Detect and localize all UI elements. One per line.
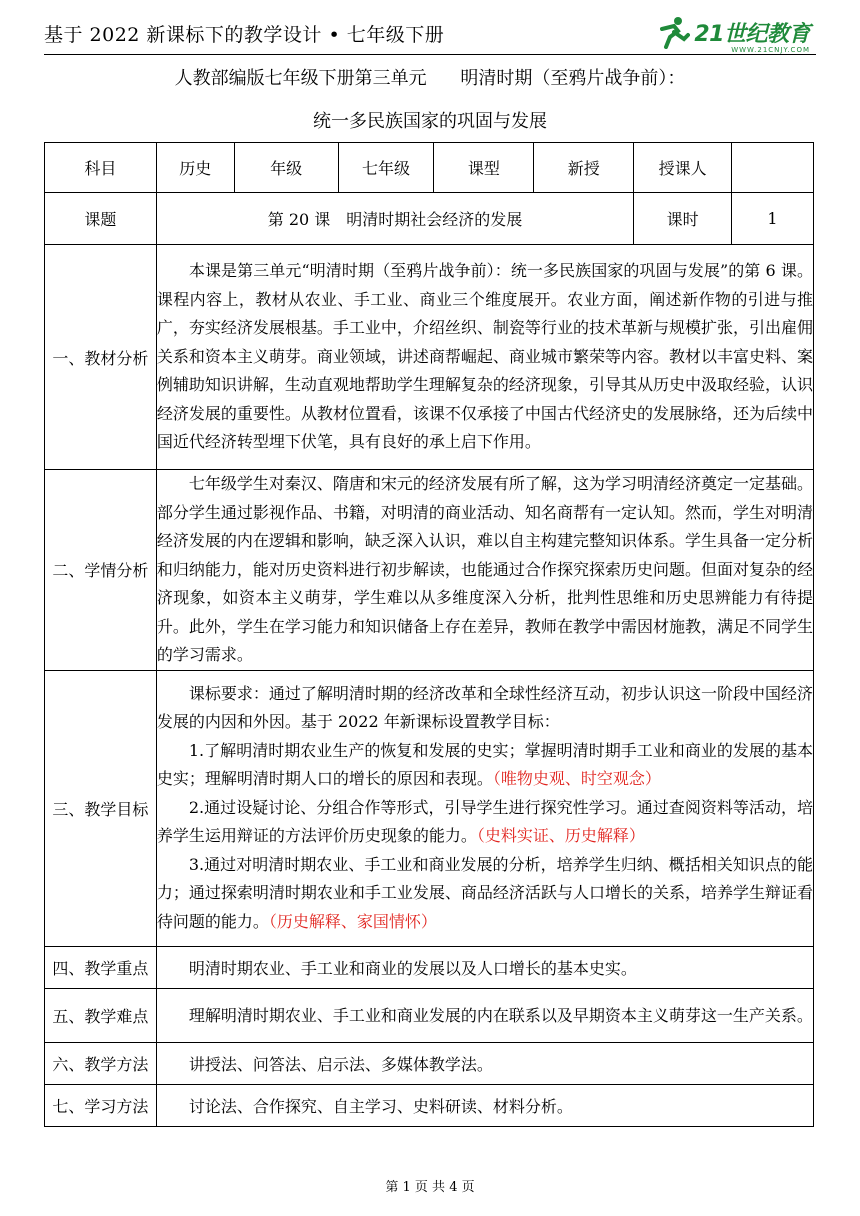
learning-methods-text: 讨论法、合作探究、自主学习、史料研读、材料分析。 (156, 1084, 813, 1126)
student-analysis-text: 七年级学生对秦汉、隋唐和宋元的经济发展有所了解，这为学习明清经济奠定一定基础。部分学生通过影视作品、书籍，对明清的商业活动、知名商帮有一定认知。然而，学生对明清经济发展的内在逻辑和影响，缺乏深入认识，难以自主构建完整知识体系。学生具备一定分析和归纳能力，能对历史资料进行初步解读，也能通过合作探究探索历史问题。但面对复杂的经济现象，如资本主义萌芽，学生难以从多维度深入分析，批判性思维和历史思辨能力有待提升。此外，学生在学习能力和知识储备上存在差异，教师在教学中需因材施教，满足不同学生的学习需求。 (156, 470, 813, 671)
teaching-methods-row (45, 1042, 814, 1084)
teaching-goals-content (156, 670, 813, 946)
teacher-value (732, 143, 814, 193)
lesson-row (45, 193, 814, 245)
lesson-label: 课题 (45, 193, 157, 245)
subject-value: 历史 (156, 143, 234, 193)
difficulties-row (45, 988, 814, 1042)
difficulties-label: 五、教学难点 (45, 988, 157, 1042)
header-divider (44, 54, 816, 55)
student-analysis-row (45, 470, 814, 671)
goal-3-text: 3.通过对明清时期农业、手工业和商业发展的分析，培养学生归纳、概括相关知识点的能力；通过探索明清时期农业和手工业发展、商品经济活跃与人口增长的关系，培养学生辩证看待问题的能力。 (156, 854, 813, 931)
logo-text: 21世纪教育 (694, 21, 810, 47)
textbook-analysis-text: 本课是第三单元“明清时期（至鸦片战争前）：统一多民族国家的巩固与发展”的第 6 课。课程内容上，教材从农业、手工业、商业三个维度展开。农业方面，阐述新作物的引进与推广，夯实经济发展根基。手工业中，介绍丝织、制瓷等行业的技术革新与规模扩张，引出雇佣关系和资本主义萌芽。商业领域，讲述商帮崛起、商业城市繁荣等内容。教材以丰富史料、案例辅助知识讲解，生动直观地帮助学生理解复杂的经济现象，引导其从历史中汲取经验，认识经济发展的重要性。从教材位置看，该课不仅承接了中国古代经济史的发展脉络，还为后续中国近代经济转型埋下伏笔，具有良好的承上启下作用。 (156, 245, 813, 470)
goal-2-text: 2.通过设疑讨论、分组合作等形式，引导学生进行探究性学习。通过查阅资料等活动，培养学生运用辩证的方法评价历史现象的能力。 (156, 797, 813, 846)
document-title-line2: 统一多民族国家的巩固与发展 (313, 111, 547, 132)
site-logo[interactable] (656, 14, 810, 50)
header-title: 基于 2022 新课标下的教学设计 • 七年级下册 (44, 24, 445, 46)
student-analysis-label: 二、学情分析 (45, 470, 157, 671)
goal-3-literacy-tag: （历史解释、家国情怀） (268, 911, 437, 931)
goal-3 (157, 851, 813, 937)
key-points-label: 四、教学重点 (45, 946, 157, 988)
goal-1-literacy-tag: （唯物史观、时空观念） (492, 769, 661, 789)
type-label: 课型 (434, 143, 534, 193)
goal-1-text: 1.了解明清时期农业生产的恢复和发展的史实；掌握明清时期手工业和商业的发展的基本史实；理解明清时期人口的增长的原因和表现。 (156, 740, 813, 789)
info-row (45, 143, 814, 193)
title-unit: 人教部编版七年级下册第三单元 (174, 68, 427, 89)
textbook-analysis-label: 一、教材分析 (45, 245, 157, 470)
lesson-plan-table (44, 142, 814, 1127)
page-header (44, 14, 816, 54)
title-period: 明清时期（至鸦片战争前）： (460, 68, 686, 89)
difficulties-text: 理解明清时期农业、手工业和商业发展的内在联系以及早期资本主义萌芽这一生产关系。 (156, 988, 813, 1042)
teaching-methods-text: 讲授法、问答法、启示法、多媒体教学法。 (156, 1042, 813, 1084)
key-points-text: 明清时期农业、手工业和商业的发展以及人口增长的基本史实。 (156, 946, 813, 988)
document-title-line1 (0, 64, 860, 90)
learning-methods-row (45, 1084, 814, 1126)
grade-label: 年级 (234, 143, 338, 193)
goal-2 (157, 794, 813, 851)
key-points-row (45, 946, 814, 988)
goals-intro: 课标要求：通过了解明清时期的经济改革和全球性经济互动，初步认识这一阶段中国经济发展的内因和外因。基于 2022 年新课标设置教学目标： (156, 683, 813, 732)
runner-icon (656, 15, 690, 49)
lesson-title: 第 20 课 明清时期社会经济的发展 (156, 193, 633, 245)
textbook-analysis-row (45, 245, 814, 470)
goal-2-literacy-tag: （史料实证、历史解释） (476, 826, 645, 846)
goal-1 (157, 737, 813, 794)
teacher-label: 授课人 (634, 143, 732, 193)
teaching-goals-row (45, 670, 814, 946)
page-number: 第 1 页 共 4 页 (385, 1180, 475, 1195)
grade-value: 七年级 (338, 143, 434, 193)
teaching-methods-label: 六、教学方法 (45, 1042, 157, 1084)
type-value: 新授 (534, 143, 634, 193)
subject-label: 科目 (45, 143, 157, 193)
teaching-goals-label: 三、教学目标 (45, 670, 157, 946)
learning-methods-label: 七、学习方法 (45, 1084, 157, 1126)
hours-label: 课时 (634, 193, 732, 245)
logo-url: WWW.21CNJY.COM (731, 46, 810, 54)
hours-value: 1 (732, 193, 814, 245)
